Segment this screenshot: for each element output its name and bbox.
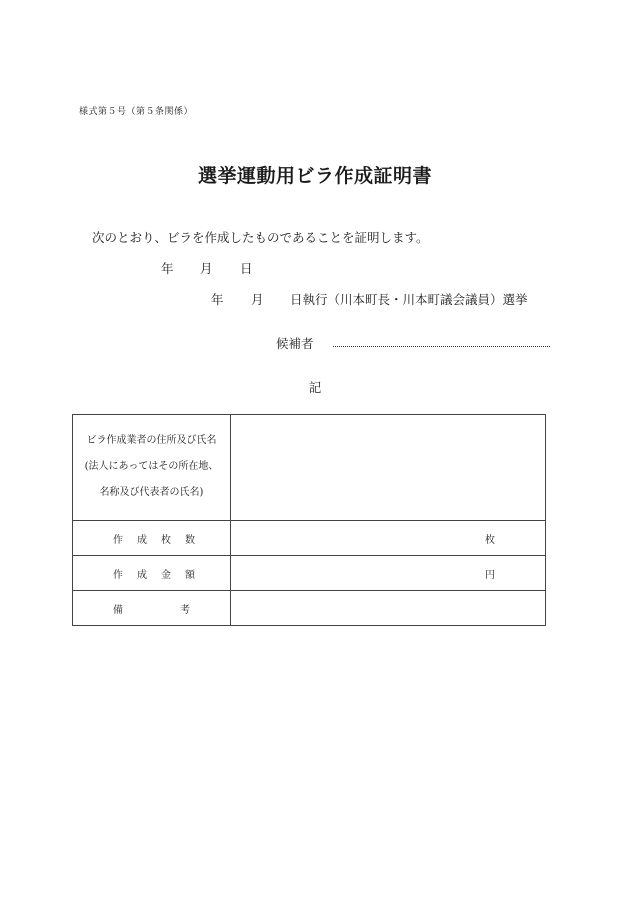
candidate-signature-line[interactable] — [333, 346, 550, 347]
record-table — [72, 414, 546, 626]
producer-label-line3: 名称及び代表者の氏名) — [99, 487, 204, 498]
count-label-char: 作 — [113, 534, 123, 546]
form-number: 様式第５号（第５条関係） — [79, 107, 194, 117]
certification-statement: 次のとおり、ビラを作成したものであることを証明します。 — [92, 230, 429, 245]
candidate-label: 候補者 — [276, 336, 314, 351]
ki-heading: 記 — [308, 380, 322, 395]
count-label-char: 成 — [137, 534, 147, 546]
remarks-label-char: 考 — [180, 604, 190, 616]
amount-unit: 円 — [485, 569, 495, 581]
election-year-label: 年 — [211, 292, 224, 307]
amount-label-char: 作 — [113, 569, 123, 581]
count-label-cell — [73, 521, 231, 556]
remarks-label-cell — [73, 591, 231, 626]
count-unit: 枚 — [485, 534, 495, 546]
amount-label-char: 額 — [185, 569, 195, 581]
table-row — [73, 556, 546, 591]
producer-label-line2: (法人にあってはその所在地、 — [84, 461, 219, 472]
table-row — [73, 521, 546, 556]
amount-label-cell — [73, 556, 231, 591]
remarks-value-cell[interactable] — [231, 591, 546, 626]
election-description: 日執行（川本町長・川本町議会議員）選挙 — [290, 292, 528, 307]
amount-value-cell[interactable] — [231, 556, 546, 591]
date-year-label: 年 — [161, 261, 174, 276]
document-title: 選挙運動用ビラ作成証明書 — [197, 165, 432, 187]
date-day-label: 日 — [240, 261, 253, 276]
election-month-label: 月 — [251, 292, 264, 307]
table-row — [73, 415, 546, 521]
table-row — [73, 591, 546, 626]
count-label-char: 枚 — [161, 534, 171, 546]
amount-label-char: 成 — [137, 569, 147, 581]
date-month-label: 月 — [200, 261, 213, 276]
count-value-cell[interactable] — [231, 521, 546, 556]
count-label-char: 数 — [185, 534, 195, 546]
amount-label-char: 金 — [161, 569, 171, 581]
remarks-label-char: 備 — [113, 604, 123, 616]
producer-value-cell[interactable] — [231, 415, 546, 521]
producer-label-cell — [73, 415, 231, 521]
producer-label-line1: ビラ作成業者の住所及び氏名 — [86, 435, 217, 446]
